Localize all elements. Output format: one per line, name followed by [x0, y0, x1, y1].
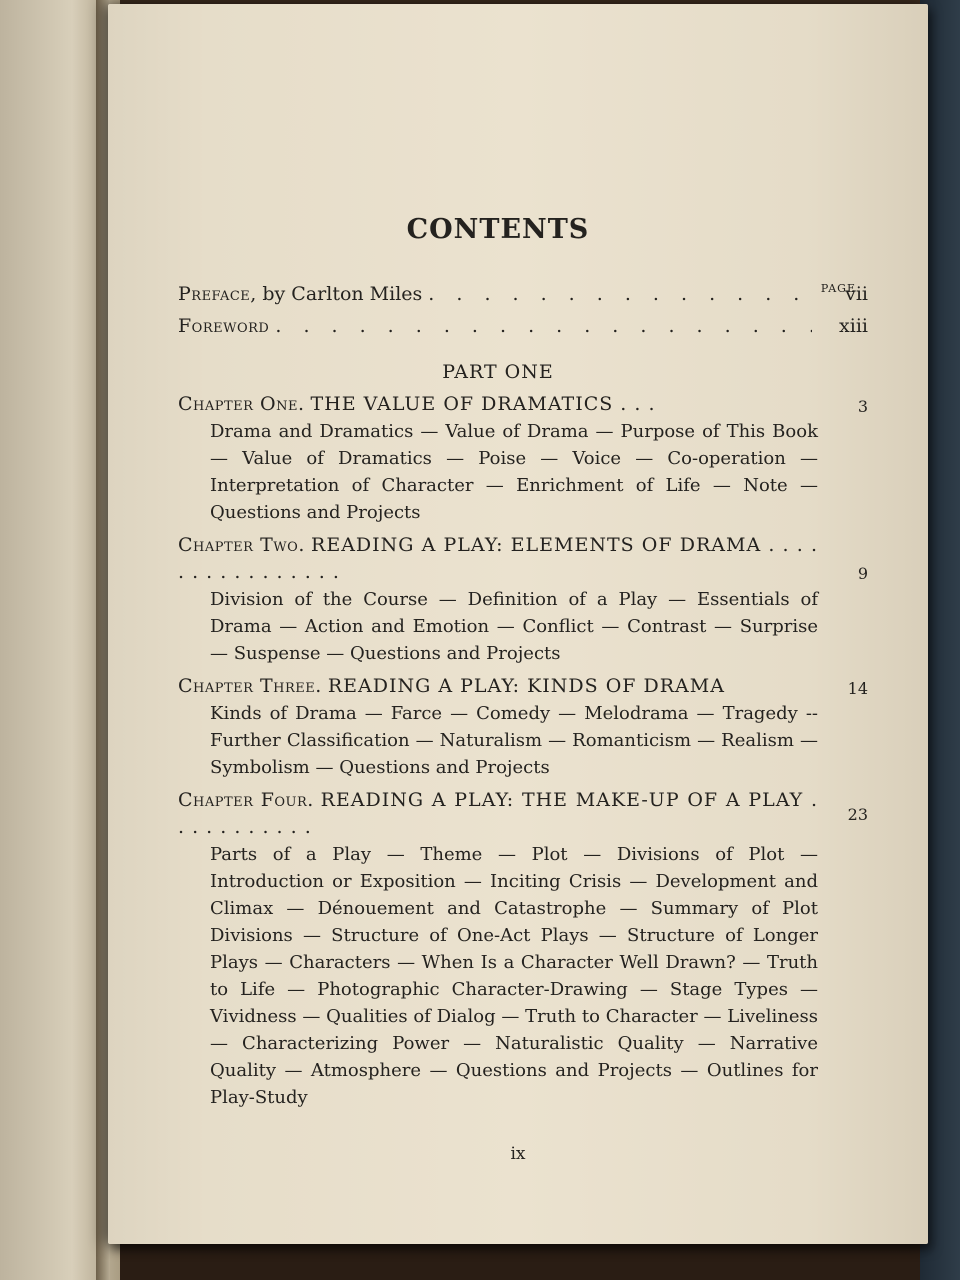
chapter-title: READING A PLAY: THE MAKE-UP OF A PLAY . . . . . . . . . . .: [178, 789, 819, 838]
chapter-entry-3: [178, 673, 868, 781]
toc-entry-label: Foreword: [178, 315, 270, 337]
chapter-entry-4: [178, 787, 868, 1111]
chapter-page-number: 9: [857, 564, 868, 583]
chapter-topics: Division of the Course — Definition of a Play — Essentials of Drama — Action and Emotion — Conflict — Contrast — Surprise — Suspense — Questions and Projects: [210, 589, 818, 664]
part-heading: PART ONE: [442, 361, 554, 383]
page-folio: ix: [510, 1144, 526, 1164]
chapter-topics: Drama and Dramatics — Value of Drama — Purpose of This Book — Value of Dramatics — Poise — Voice — Co-operation — Interpretation of Character — Enrichment of Life — Note — Questions and Projects: [210, 421, 818, 523]
chapter-page-number: 14: [847, 679, 868, 698]
chapter-number: Chapter One.: [178, 393, 305, 415]
chapter-title-line: [178, 532, 818, 586]
dot-leader: [275, 313, 812, 339]
chapter-number: Chapter Three.: [178, 675, 322, 697]
chapter-title-line: [178, 673, 818, 700]
chapter-title-line: [178, 787, 818, 841]
chapter-title: THE VALUE OF DRAMATICS . . .: [310, 393, 656, 415]
page-column-label: PAGE: [820, 282, 856, 295]
chapter-number: Chapter Four.: [178, 789, 314, 811]
toc-entry-foreword: [178, 313, 868, 339]
chapter-topics: Kinds of Drama — Farce — Comedy — Melodrama — Tragedy -- Further Classification — Naturalism — Romanticism — Realism — Symbolism — Questions and Projects: [210, 703, 818, 778]
chapter-entry-2: [178, 532, 868, 667]
chapter-entry-1: [178, 391, 868, 526]
toc-page-number: vii: [845, 283, 868, 305]
chapter-title-line: [178, 391, 818, 418]
toc-page-number: xiii: [839, 315, 868, 337]
chapter-number: Chapter Two.: [178, 534, 305, 556]
contents-page: [108, 4, 928, 1244]
contents-body: [178, 214, 868, 1117]
chapter-title: READING A PLAY: KINDS OF DRAMA: [327, 675, 725, 697]
dot-leader: [428, 281, 812, 307]
chapter-title: READING A PLAY: ELEMENTS OF DRAMA . . . . . . . . . . . . . . . .: [178, 534, 818, 583]
chapter-page-number: 3: [857, 397, 868, 416]
page-title: CONTENTS: [406, 214, 590, 245]
toc-entry-label: Preface, by Carlton Miles: [178, 283, 423, 305]
chapter-topics: Parts of a Play — Theme — Plot — Divisions of Plot — Introduction or Exposition — Inciting Crisis — Development and Climax — Dénouement and Catastrophe — Summary of Plot Divisions — Structure of One-Act Plays — Structure of Longer Plays — Characters — When Is a Character Well Drawn? — Truth to Life — Photographic Character-Drawing — Stage Types — Vividness — Qualities of Dialog — Truth to Character — Liveliness — Characterizing Power — Naturalistic Quality — Narrative Quality — Atmosphere — Questions and Projects — Outlines for Play-Study: [210, 844, 818, 1108]
chapter-page-number: 23: [847, 805, 868, 824]
